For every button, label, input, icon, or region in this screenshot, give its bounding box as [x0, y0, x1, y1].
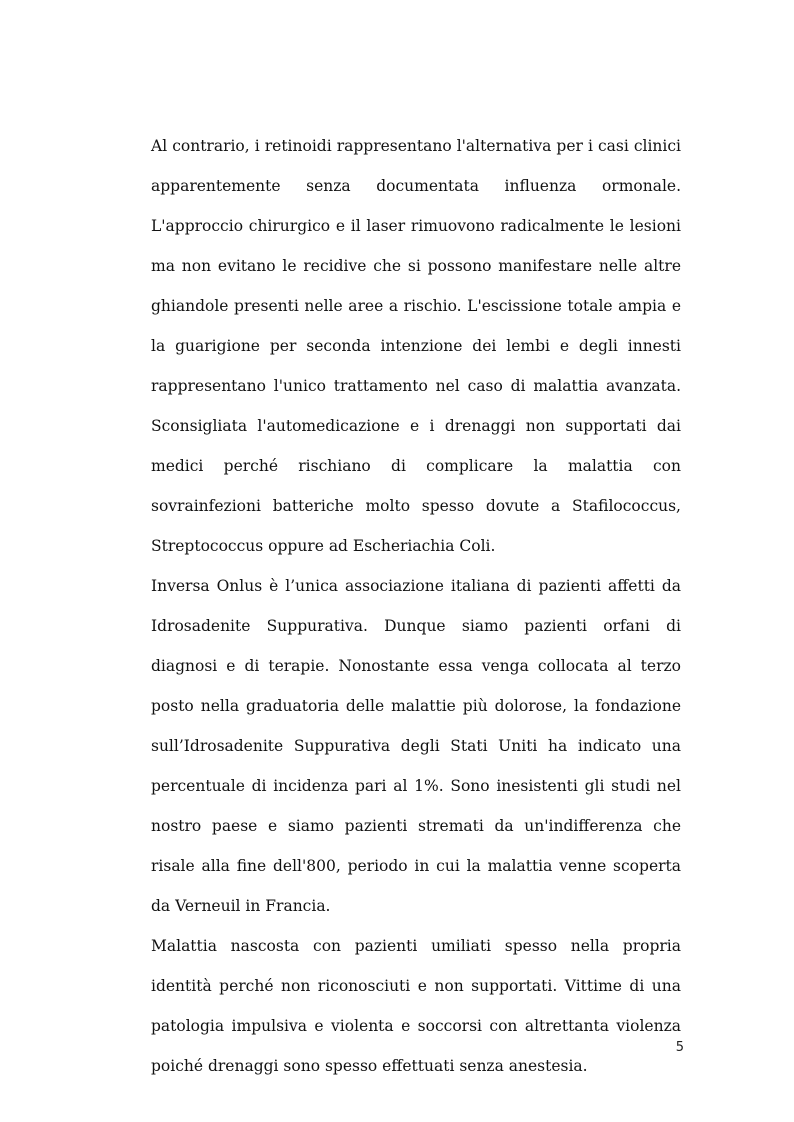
body-text	[151, 126, 681, 1086]
paragraph-malattia-nascosta: Malattia nascosta con pazienti umiliati spesso nella propria identità perché non riconosciuti e non supportati. Vittime di una patologia impulsiva e violenta e soccorsi con altrettanta violenza poiché drenaggi sono spesso effettuati senza anestesia.	[151, 937, 681, 1075]
paragraph-retinoidi: Al contrario, i retinoidi rappresentano l'alternativa per i casi clinici apparentemente senza documentata influenza ormonale. L'approccio chirurgico e il laser rimuovono radicalmente le lesioni ma non evitano le recidive che si possono manifestare nelle altre ghiandole presenti nelle aree a rischio. L'escissione totale ampia e la guarigione per seconda intenzione dei lembi e degli innesti rappresentano l'unico trattamento nel caso di malattia avanzata. Sconsigliata l'automedicazione e i drenaggi non supportati dai medici perché rischiano di complicare la malattia con sovrainfezioni batteriche molto spesso dovute a Stafilococcus, Streptococcus oppure ad Escheriachia Coli.	[151, 137, 681, 555]
page-number: 5	[675, 1040, 684, 1055]
paragraph-inversa-onlus: Inversa Onlus è l’unica associazione italiana di pazienti affetti da Idrosadenite Suppurativa. Dunque siamo pazienti orfani di diagnosi e di terapie. Nonostante essa venga collocata al terzo posto nella graduatoria delle malattie più dolorose, la fondazione sull’Idrosadenite Suppurativa degli Stati Uniti ha indicato una percentuale di incidenza pari al 1%. Sono inesistenti gli studi nel nostro paese e siamo pazienti stremati da un'indifferenza che risale alla fine dell'800, periodo in cui la malattia venne scoperta da Verneuil in Francia.	[151, 577, 681, 915]
